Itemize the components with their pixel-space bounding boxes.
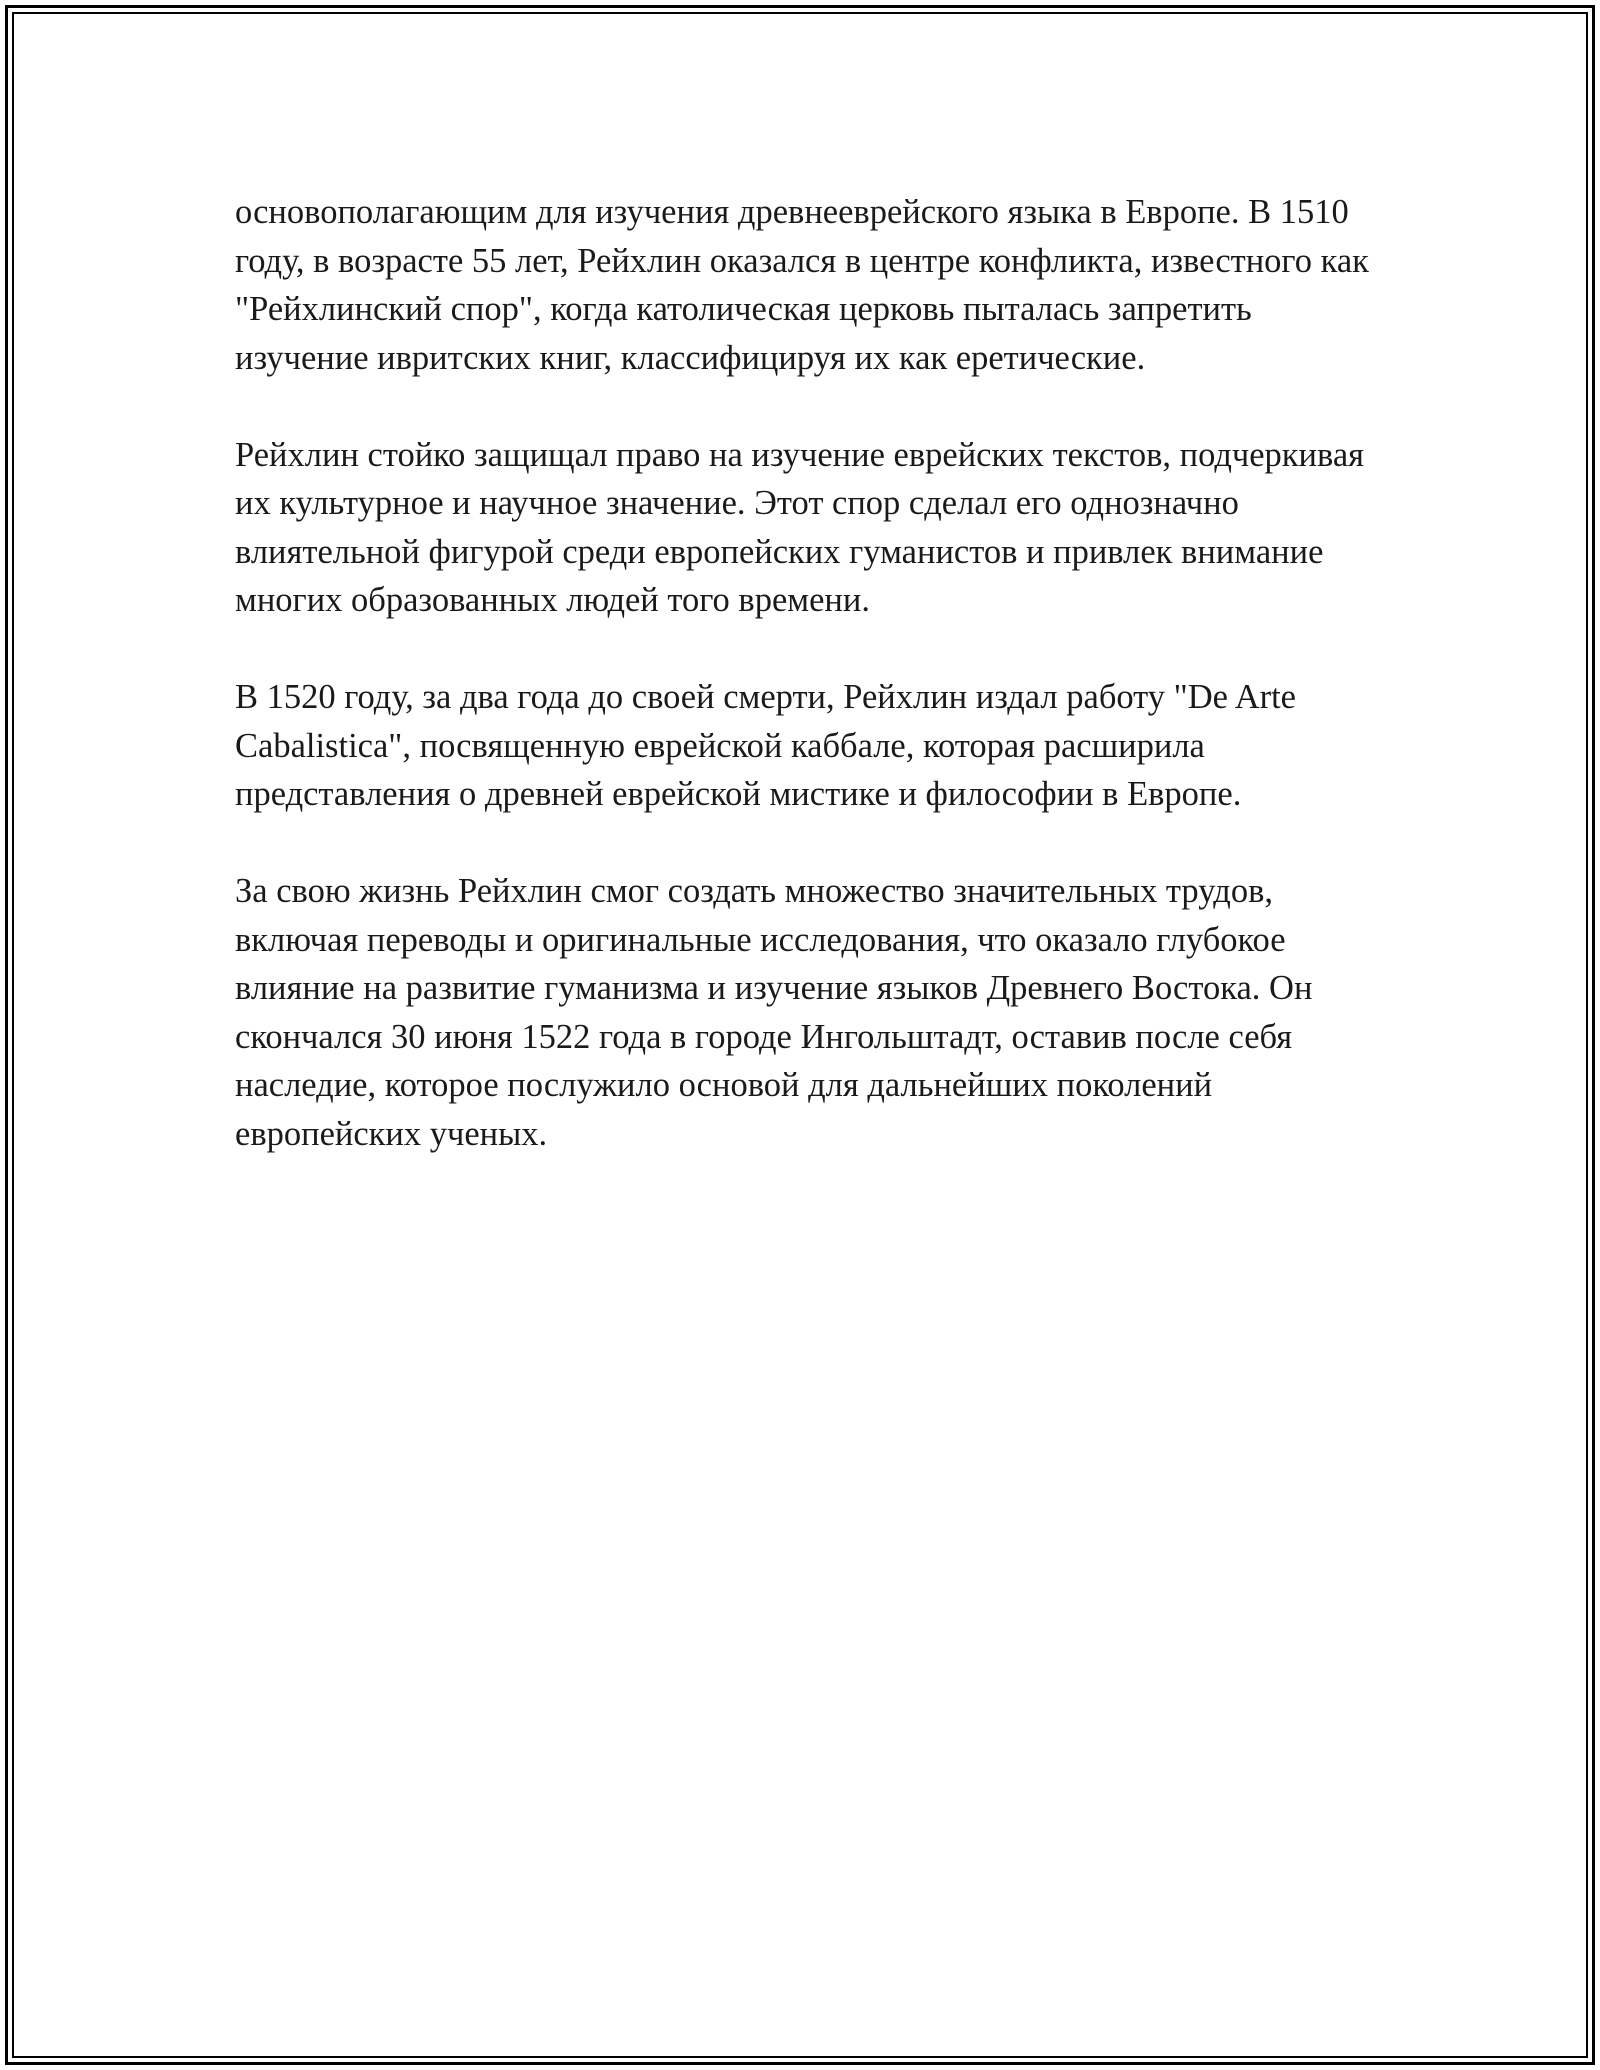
paragraph-2: Рейхлин стойко защищал право на изучение еврейских текстов, подчеркивая их культурное и научное значение. Этот спор сделал его однозначно влиятельной фигурой среди европейских гуманистов и привлек внимание многих образованных людей того времени. (235, 435, 1365, 619)
document-body (235, 188, 1375, 1207)
paragraph-4: За свою жизнь Рейхлин смог создать множество значительных трудов, включая переводы и оригинальные исследования, что оказало глубокое влияние на развитие гуманизма и изучение языков Древнего Востока. Он скончался 30 июня 1522 года в городе Ингольштадт, оставив после себя наследие, которое послужило основой для дальнейших поколений европейских ученых. (235, 872, 1313, 1153)
paragraph-1: основополагающим для изучения древнееврейского языка в Европе. В 1510 году, в возрасте 55 лет, Рейхлин оказался в центре конфликта, известного как "Рейхлинский спор", когда католическая церковь пыталась запретить изучение ивритских книг, классифицируя их как еретические. (235, 193, 1369, 377)
paragraph-3: В 1520 году, за два года до своей смерти, Рейхлин издал работу "De Arte Cabalistica", посвященную еврейской каббале, которая расширила представления о древней еврейской мистике и философии в Европе. (235, 678, 1296, 813)
